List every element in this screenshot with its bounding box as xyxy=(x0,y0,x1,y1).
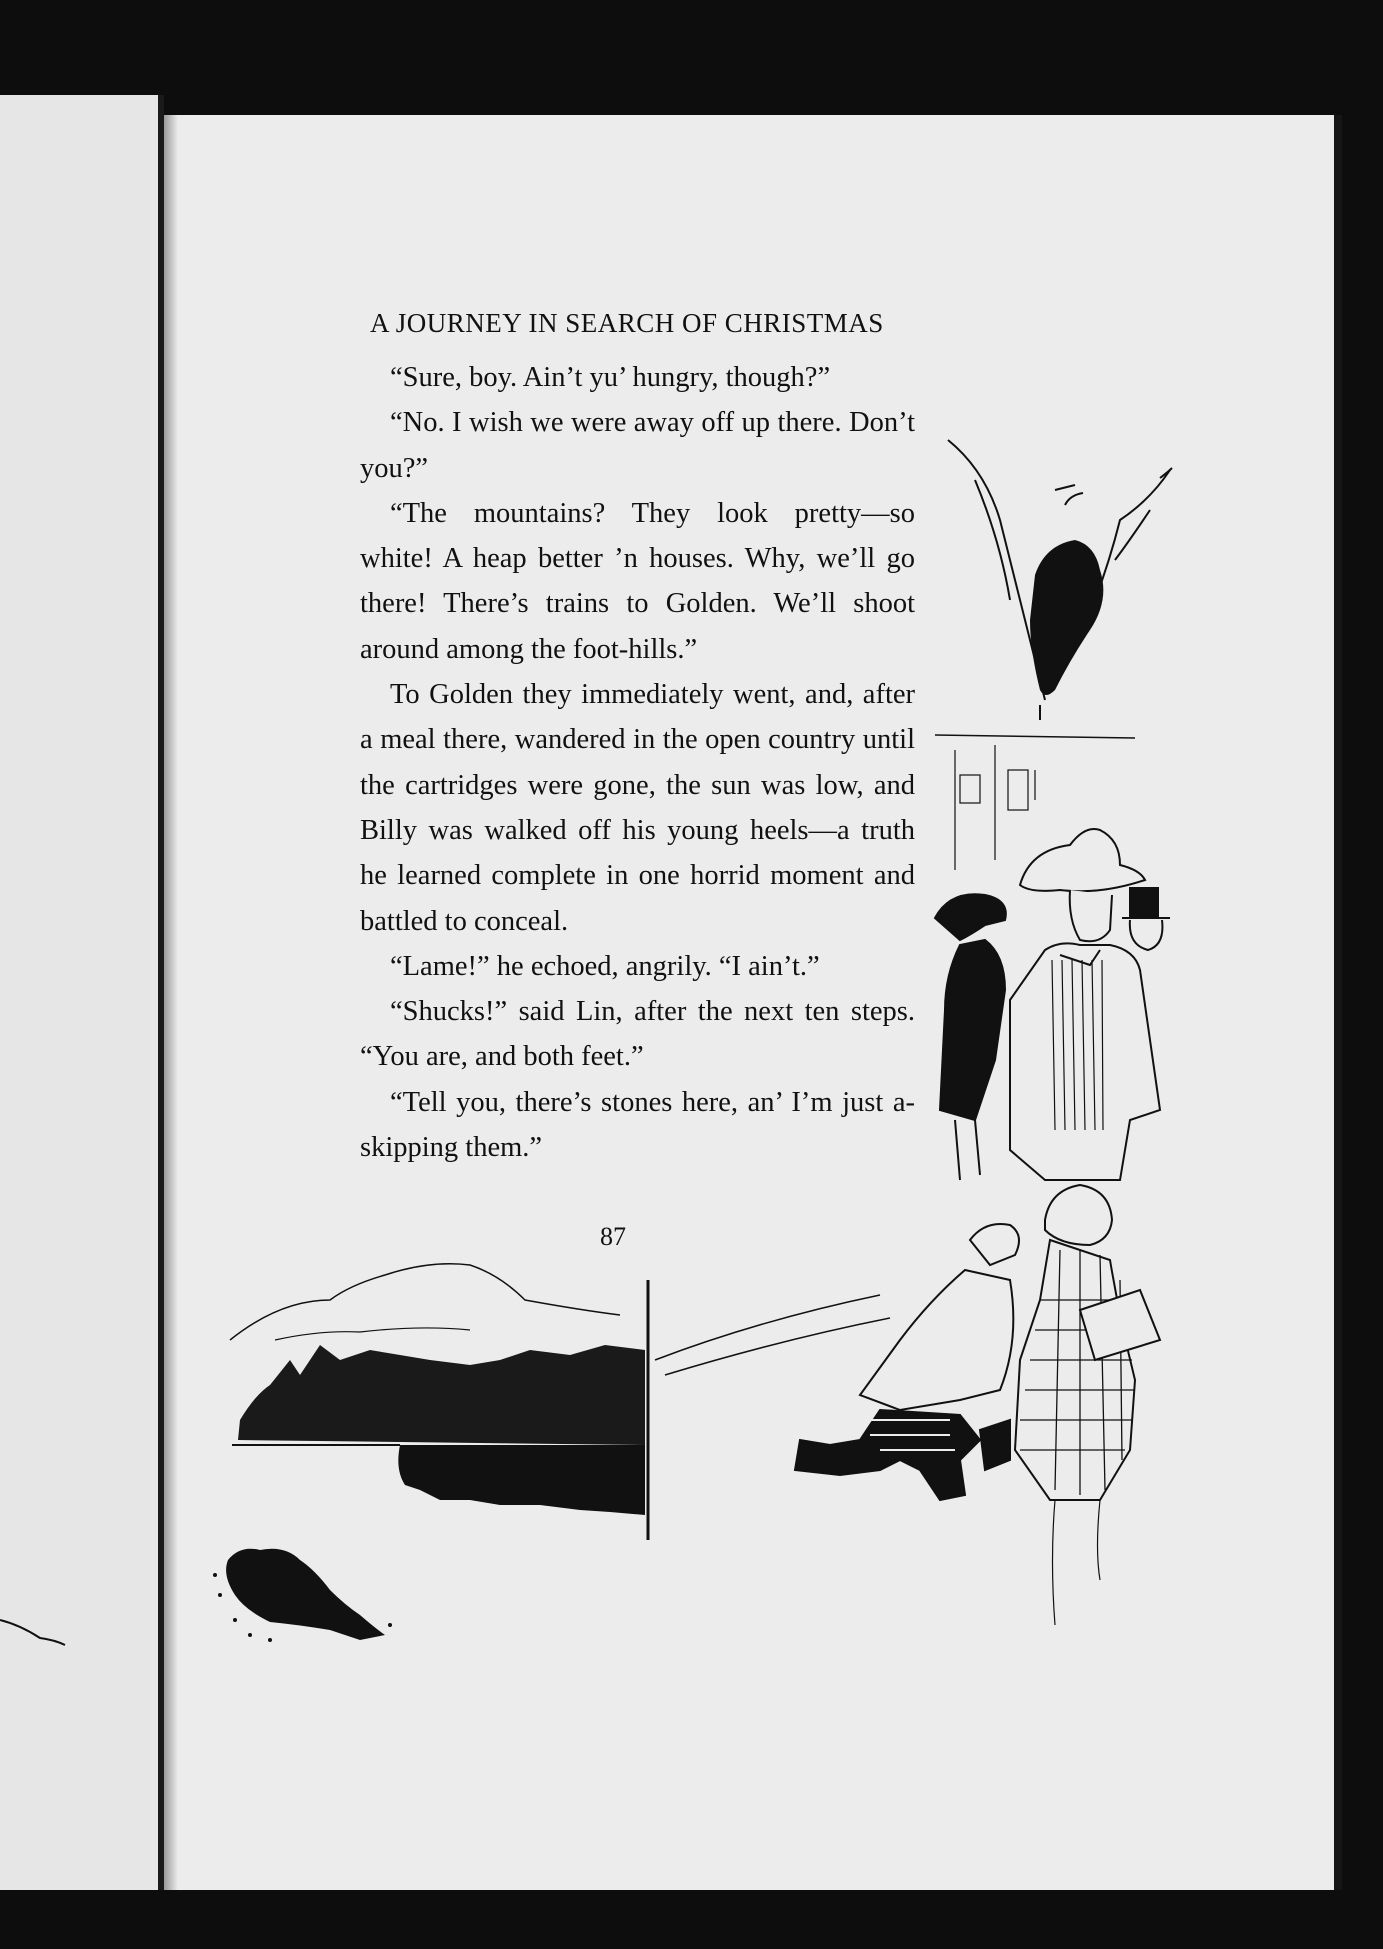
paragraph: “No. I wish we were away off up there. Don’t you?” xyxy=(360,407,915,484)
paragraph: “The mountains? They look pretty—so white! A heap better ’n houses. Why, we’ll go there! There’s trains to Golden. We’ll shoot around among the foot-hills.” xyxy=(360,497,915,665)
figures-illustration xyxy=(655,745,1170,1625)
paragraph: “Tell you, there’s stones here, an’ I’m just a-skipping them.” xyxy=(360,1086,915,1164)
paragraph: “Sure, boy. Ain’t yu’ hungry, though?” xyxy=(390,362,831,393)
tree-foliage xyxy=(1030,540,1103,695)
facing-page-sketch xyxy=(0,1620,65,1645)
bush-illustration xyxy=(226,1549,385,1640)
running-head: A JOURNEY IN SEARCH OF CHRISTMAS xyxy=(370,308,884,338)
page-number: 87 xyxy=(600,1222,626,1251)
paragraph: “Lame!” he echoed, angrily. “I ain’t.” xyxy=(390,950,820,982)
paragraph: “Shucks!” said Lin, after the next ten steps. “You are, and both feet.” xyxy=(360,996,915,1073)
paragraph: To Golden they immediately went, and, after a meal there, wandered in the open country until the cartridges were gone, the sun was low, and Billy was walked off his young heels—a truth he learned complete in one horrid moment and battled to conceal. xyxy=(360,679,915,937)
mountain-landscape-illustration xyxy=(230,1264,648,1540)
